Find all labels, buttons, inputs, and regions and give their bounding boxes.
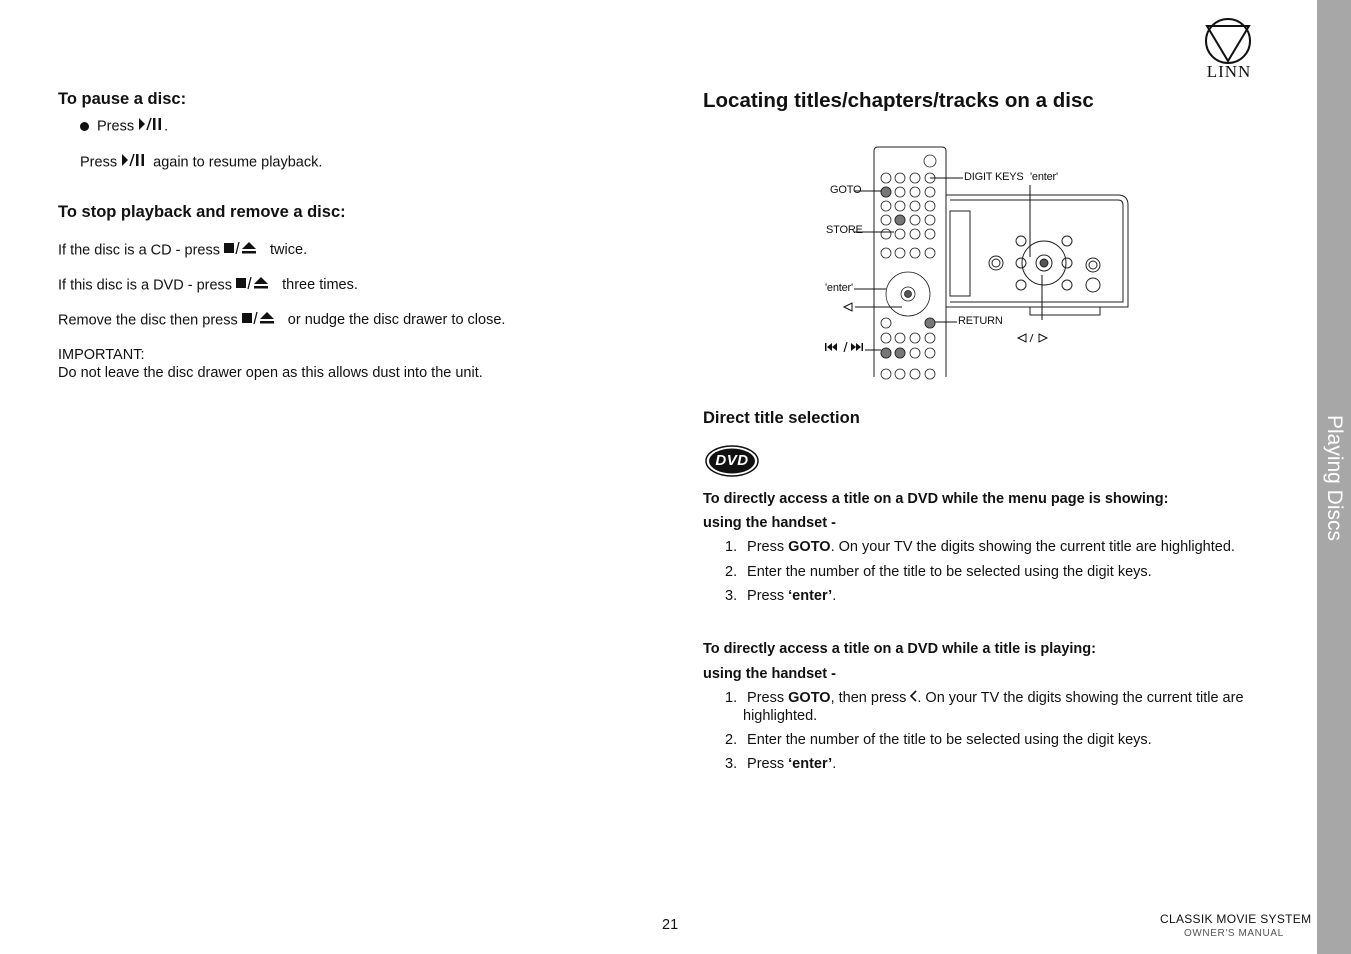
dvd-line xyxy=(58,276,358,295)
playing-sub: using the handset - xyxy=(703,666,836,682)
resume-pre: Press xyxy=(80,154,118,171)
menu-step-3 xyxy=(725,587,836,605)
handset-figure xyxy=(820,145,1135,380)
step-text: Enter the number of the title to be selected using the digit keys. xyxy=(747,732,1152,748)
footer-product: CLASSIK MOVIE SYSTEM xyxy=(1160,912,1312,926)
page-number: 21 xyxy=(662,917,679,933)
step-bold: GOTO xyxy=(788,690,831,706)
stop-eject-icon xyxy=(242,311,278,330)
step-text: Press xyxy=(747,690,785,706)
stop-eject-icon xyxy=(236,276,272,295)
cd-pre: If the disc is a CD - press xyxy=(58,242,220,259)
playing-step-1-cont: highlighted. xyxy=(743,708,818,724)
important-label: IMPORTANT: xyxy=(58,347,145,363)
bullet-dot-icon xyxy=(80,122,89,131)
important-text: Do not leave the disc drawer open as this allows dust into the unit. xyxy=(58,365,483,381)
step-number: 1. xyxy=(725,539,738,555)
step-number: 1. xyxy=(725,690,738,706)
step-text: Enter the number of the title to be selected using the digit keys. xyxy=(747,564,1152,580)
playing-step-1 xyxy=(725,689,1244,707)
locating-heading: Locating titles/chapters/tracks on a disc xyxy=(703,89,1094,112)
step-number: 3. xyxy=(725,588,738,604)
menu-sub: using the handset - xyxy=(703,515,836,531)
step-text: Press xyxy=(747,539,785,555)
direct-heading: Direct title selection xyxy=(703,409,860,427)
label-enter-top: 'enter' xyxy=(1030,171,1058,183)
step-text: Press xyxy=(747,756,785,772)
menu-step-1 xyxy=(725,538,1235,556)
menu-step-2 xyxy=(725,563,1152,581)
dvd-pre: If this disc is a DVD - press xyxy=(58,277,233,294)
skip-icons xyxy=(825,342,863,352)
dvd-logo-text: DVD xyxy=(715,452,749,469)
step-text: . On your TV the digits showing the current title are highlighted. xyxy=(830,539,1235,555)
step-text: . On your TV the digits showing the current title are xyxy=(917,690,1244,706)
footer-manual: OWNER'S MANUAL xyxy=(1184,928,1284,939)
playing-intro: To directly access a title on a DVD while a title is playing: xyxy=(703,641,1096,657)
step-bold: ‘enter’ xyxy=(788,756,833,772)
stop-heading: To stop playback and remove a disc: xyxy=(58,203,346,221)
step-bold: ‘enter’ xyxy=(788,588,833,604)
step-number: 2. xyxy=(725,732,738,748)
dvd-logo xyxy=(705,445,759,477)
label-enter-left: 'enter' xyxy=(825,282,853,294)
label-store: STORE xyxy=(826,224,863,236)
pause-bullet-text: Press xyxy=(97,118,135,135)
step-number: 2. xyxy=(725,564,738,580)
remove-post: or nudge the disc drawer to close. xyxy=(287,312,506,329)
cd-post: twice. xyxy=(270,242,308,259)
remove-line xyxy=(58,311,505,330)
resume-post: again to resume playback. xyxy=(153,154,323,171)
label-digit-keys: DIGIT KEYS xyxy=(964,171,1024,183)
label-goto: GOTO xyxy=(830,184,862,196)
step-text: , then press xyxy=(830,690,907,706)
section-tab-label: Playing Discs xyxy=(1323,414,1346,542)
pause-bullet xyxy=(80,117,168,136)
pause-heading: To pause a disc: xyxy=(58,90,187,108)
stop-eject-icon xyxy=(224,241,260,260)
dvd-post: three times. xyxy=(282,277,358,294)
pause-bullet-end: . xyxy=(164,118,169,135)
remove-pre: Remove the disc then press xyxy=(58,312,238,329)
step-text: Press xyxy=(747,588,785,604)
step-bold: GOTO xyxy=(788,539,831,555)
label-return: RETURN xyxy=(958,315,1003,327)
play-pause-icon xyxy=(138,117,164,136)
resume-line xyxy=(80,153,322,172)
linn-logo-text: LINN xyxy=(1206,62,1252,81)
step-text: . xyxy=(832,756,837,772)
step-text: . xyxy=(832,588,837,604)
play-pause-icon xyxy=(121,153,149,172)
playing-step-2 xyxy=(725,731,1152,749)
menu-intro: To directly access a title on a DVD while the menu page is showing: xyxy=(703,491,1169,507)
cd-line xyxy=(58,241,307,260)
playing-step-3 xyxy=(725,755,836,773)
step-number: 3. xyxy=(725,756,738,772)
linn-logo xyxy=(1203,18,1255,82)
